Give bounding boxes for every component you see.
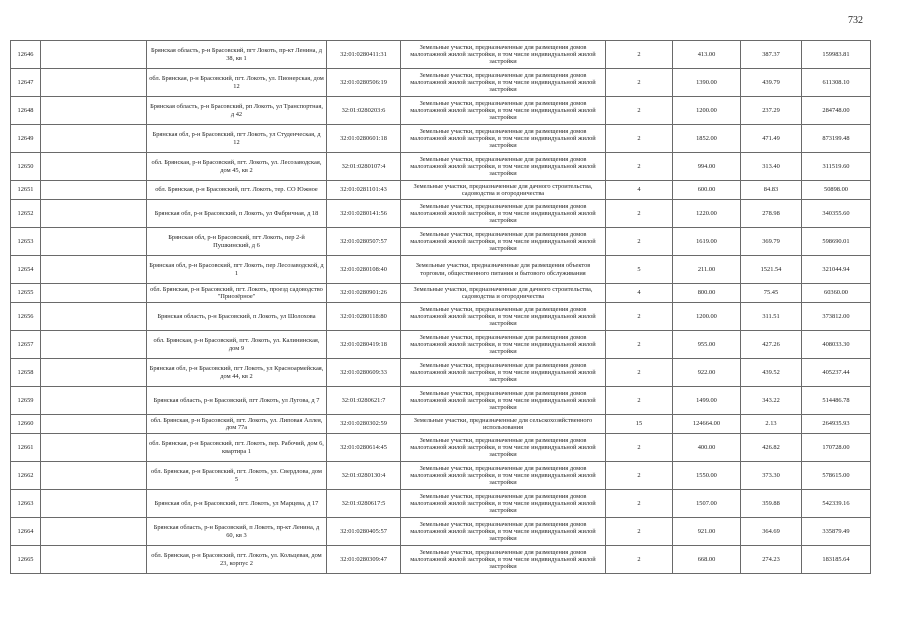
row-number: 12653 — [11, 228, 41, 256]
area-cell: 1220.00 — [673, 200, 741, 228]
blank-cell — [41, 181, 147, 200]
blank-cell — [41, 331, 147, 359]
land-use-cell: Земельные участки, предназначенные для размещения домов малоэтажной жилой застройки, в том числе индивидуальной жилой застройки — [401, 125, 606, 153]
cadastral-number-cell: 32:01:0280130:4 — [327, 462, 401, 490]
group-cell: 5 — [606, 256, 673, 284]
cadastral-value-cell: 159983.81 — [802, 41, 871, 69]
blank-cell — [41, 546, 147, 574]
land-use-cell: Земельные участки, предназначенные для размещения домов малоэтажной жилой застройки, в том числе индивидуальной жилой застройки — [401, 153, 606, 181]
address-cell: обл. Брянская, р-н Брасовский, пгт. Локоть, ул. Свердлова, дом 5 — [147, 462, 327, 490]
cadastral-number-cell: 32:01:0280141:56 — [327, 200, 401, 228]
land-use-cell: Земельные участки, предназначенные для размещения домов малоэтажной жилой застройки, в том числе индивидуальной жилой застройки — [401, 303, 606, 331]
area-cell: 922.00 — [673, 359, 741, 387]
group-cell: 2 — [606, 331, 673, 359]
specific-value-cell: 75.45 — [741, 284, 802, 303]
group-cell: 2 — [606, 359, 673, 387]
cadastral-value-cell: 611308.10 — [802, 69, 871, 97]
specific-value-cell: 359.88 — [741, 490, 802, 518]
cadastral-value-cell: 873199.48 — [802, 125, 871, 153]
blank-cell — [41, 256, 147, 284]
table-body — [11, 41, 871, 574]
blank-cell — [41, 462, 147, 490]
table-row — [11, 228, 871, 256]
group-cell: 2 — [606, 518, 673, 546]
group-cell: 4 — [606, 181, 673, 200]
table-row — [11, 331, 871, 359]
land-use-cell: Земельные участки, предназначенные для размещения домов малоэтажной жилой застройки, в том числе индивидуальной жилой застройки — [401, 546, 606, 574]
specific-value-cell: 439.79 — [741, 69, 802, 97]
table-row — [11, 490, 871, 518]
land-use-cell: Земельные участки, предназначенные для размещения домов малоэтажной жилой застройки, в том числе индивидуальной жилой застройки — [401, 462, 606, 490]
table-row — [11, 284, 871, 303]
area-cell: 1390.00 — [673, 69, 741, 97]
cadastral-number-cell: 32:01:0280107:4 — [327, 153, 401, 181]
group-cell: 2 — [606, 69, 673, 97]
row-number: 12652 — [11, 200, 41, 228]
address-cell: обл. Брянская, р-н Брасовский, пгт. Локоть, пер. Рабочий, дом 6, квартира 1 — [147, 434, 327, 462]
address-cell: Брянская область, р-н Брасовский, пгт Локоть, ул Лугова, д 7 — [147, 387, 327, 415]
row-number: 12656 — [11, 303, 41, 331]
specific-value-cell: 313.40 — [741, 153, 802, 181]
table-row — [11, 546, 871, 574]
area-cell: 600.00 — [673, 181, 741, 200]
area-cell: 800.00 — [673, 284, 741, 303]
cadastral-value-cell: 50898.00 — [802, 181, 871, 200]
blank-cell — [41, 153, 147, 181]
land-use-cell: Земельные участки, предназначенные для размещения домов малоэтажной жилой застройки, в том числе индивидуальной жилой застройки — [401, 434, 606, 462]
cadastral-value-cell: 264935.93 — [802, 415, 871, 434]
cadastral-value-cell: 408033.30 — [802, 331, 871, 359]
table-row — [11, 256, 871, 284]
specific-value-cell: 2.13 — [741, 415, 802, 434]
cadastral-value-cell: 340355.60 — [802, 200, 871, 228]
table-row — [11, 462, 871, 490]
land-use-cell: Земельные участки, предназначенные для размещения домов малоэтажной жилой застройки, в том числе индивидуальной жилой застройки — [401, 518, 606, 546]
row-number: 12665 — [11, 546, 41, 574]
cadastral-number-cell: 32:01:0280203:6 — [327, 97, 401, 125]
specific-value-cell: 311.51 — [741, 303, 802, 331]
area-cell: 1200.00 — [673, 303, 741, 331]
land-use-cell: Земельные участки, предназначенные для сельскохозяйственного использования — [401, 415, 606, 434]
address-cell: Брянская область, р-н Брасовский, пгт Локоть, пр-кт Ленина, д 38, кв 1 — [147, 41, 327, 69]
land-use-cell: Земельные участки, предназначенные для дачного строительства, садоводства и огородничества — [401, 284, 606, 303]
cadastral-value-cell: 514486.78 — [802, 387, 871, 415]
cadastral-number-cell: 32:01:0280621:7 — [327, 387, 401, 415]
land-use-cell: Земельные участки, предназначенные для дачного строительства, садоводства и огородничества — [401, 181, 606, 200]
land-use-cell: Земельные участки, предназначенные для размещения домов малоэтажной жилой застройки, в том числе индивидуальной жилой застройки — [401, 200, 606, 228]
area-cell: 955.00 — [673, 331, 741, 359]
blank-cell — [41, 387, 147, 415]
table-row — [11, 200, 871, 228]
cadastral-number-cell: 32:01:0280507:57 — [327, 228, 401, 256]
address-cell: Брянская область, р-н Брасовский, рп Локоть, ул Транспортная, д 42 — [147, 97, 327, 125]
area-cell: 1852.00 — [673, 125, 741, 153]
table-row — [11, 41, 871, 69]
blank-cell — [41, 41, 147, 69]
table-row — [11, 125, 871, 153]
address-cell: обл. Брянская, р-н Брасовский, пгт. Локоть, ул. Калининская, дом 9 — [147, 331, 327, 359]
address-cell: Брянская обл, р-н Брасовский, пгт Локоть, пер 2-й Пушкинский, д 6 — [147, 228, 327, 256]
row-number: 12648 — [11, 97, 41, 125]
cadastral-value-cell: 335879.49 — [802, 518, 871, 546]
specific-value-cell: 1521.54 — [741, 256, 802, 284]
group-cell: 2 — [606, 462, 673, 490]
area-cell: 994.00 — [673, 153, 741, 181]
cadastral-number-cell: 32:01:0280601:18 — [327, 125, 401, 153]
cadastral-value-cell: 373812.00 — [802, 303, 871, 331]
table-row — [11, 153, 871, 181]
area-cell: 668.00 — [673, 546, 741, 574]
cadastral-number-cell: 32:01:0280614:45 — [327, 434, 401, 462]
area-cell: 1550.00 — [673, 462, 741, 490]
group-cell: 2 — [606, 41, 673, 69]
blank-cell — [41, 228, 147, 256]
group-cell: 2 — [606, 200, 673, 228]
table-row — [11, 518, 871, 546]
table-row — [11, 387, 871, 415]
area-cell: 124664.00 — [673, 415, 741, 434]
cadastral-number-cell: 32:01:0280901:26 — [327, 284, 401, 303]
address-cell: обл. Брянская, р-н Брасовский, пгт. Локоть, проезд садоводство "Приозёрное" — [147, 284, 327, 303]
group-cell: 2 — [606, 490, 673, 518]
blank-cell — [41, 518, 147, 546]
blank-cell — [41, 69, 147, 97]
table-row — [11, 69, 871, 97]
row-number: 12650 — [11, 153, 41, 181]
address-cell: обл. Брянская, р-н Брасовский, пгт. Локоть, ул. Липовая Аллея, дом 77а — [147, 415, 327, 434]
row-number: 12657 — [11, 331, 41, 359]
specific-value-cell: 237.29 — [741, 97, 802, 125]
row-number: 12662 — [11, 462, 41, 490]
area-cell: 1200.00 — [673, 97, 741, 125]
land-use-cell: Земельные участки, предназначенные для размещения домов малоэтажной жилой застройки, в том числе индивидуальной жилой застройки — [401, 359, 606, 387]
table-row — [11, 181, 871, 200]
specific-value-cell: 278.98 — [741, 200, 802, 228]
table-row — [11, 434, 871, 462]
group-cell: 2 — [606, 125, 673, 153]
row-number: 12659 — [11, 387, 41, 415]
land-use-cell: Земельные участки, предназначенные для размещения домов малоэтажной жилой застройки, в том числе индивидуальной жилой застройки — [401, 41, 606, 69]
table-row — [11, 97, 871, 125]
row-number: 12651 — [11, 181, 41, 200]
cadastral-value-cell: 183185.64 — [802, 546, 871, 574]
row-number: 12646 — [11, 41, 41, 69]
table-row — [11, 359, 871, 387]
group-cell: 15 — [606, 415, 673, 434]
specific-value-cell: 364.69 — [741, 518, 802, 546]
cadastral-number-cell: 32:01:0281101:43 — [327, 181, 401, 200]
address-cell: Брянская обл, р-н Брасовский, пгт Локоть, ул Красноармейская, дом 44, кв 2 — [147, 359, 327, 387]
cadastral-value-cell: 284748.00 — [802, 97, 871, 125]
land-use-cell: Земельные участки, предназначенные для размещения объектов торговли, общественного питания и бытового обслуживания — [401, 256, 606, 284]
cadastral-number-cell: 32:01:0280609:33 — [327, 359, 401, 387]
cadastral-number-cell: 32:01:0280108:40 — [327, 256, 401, 284]
specific-value-cell: 439.52 — [741, 359, 802, 387]
row-number: 12658 — [11, 359, 41, 387]
specific-value-cell: 274.23 — [741, 546, 802, 574]
area-cell: 400.00 — [673, 434, 741, 462]
blank-cell — [41, 97, 147, 125]
land-use-cell: Земельные участки, предназначенные для размещения домов малоэтажной жилой застройки, в том числе индивидуальной жилой застройки — [401, 97, 606, 125]
address-cell: Брянская область, р-н Брасовский, п Локоть, пр-кт Ленина, д 60, кв 3 — [147, 518, 327, 546]
blank-cell — [41, 200, 147, 228]
cadastral-value-cell: 578615.00 — [802, 462, 871, 490]
cadastral-value-cell: 170728.00 — [802, 434, 871, 462]
table-row — [11, 415, 871, 434]
area-cell: 921.00 — [673, 518, 741, 546]
blank-cell — [41, 415, 147, 434]
cadastral-number-cell: 32:01:0280419:18 — [327, 331, 401, 359]
cadastral-number-cell: 32:01:0280411:31 — [327, 41, 401, 69]
blank-cell — [41, 125, 147, 153]
cadastral-number-cell: 32:01:0280405:57 — [327, 518, 401, 546]
land-use-cell: Земельные участки, предназначенные для размещения домов малоэтажной жилой застройки, в том числе индивидуальной жилой застройки — [401, 387, 606, 415]
group-cell: 4 — [606, 284, 673, 303]
blank-cell — [41, 303, 147, 331]
row-number: 12647 — [11, 69, 41, 97]
address-cell: Брянская обл, р-н Брасовский, пгт Локоть, пер Лесозаводской, д 1 — [147, 256, 327, 284]
land-use-cell: Земельные участки, предназначенные для размещения домов малоэтажной жилой застройки, в том числе индивидуальной жилой застройки — [401, 331, 606, 359]
row-number: 12663 — [11, 490, 41, 518]
group-cell: 2 — [606, 97, 673, 125]
specific-value-cell: 343.22 — [741, 387, 802, 415]
cadastral-value-cell: 311519.60 — [802, 153, 871, 181]
row-number: 12654 — [11, 256, 41, 284]
group-cell: 2 — [606, 303, 673, 331]
cadastral-value-cell: 405237.44 — [802, 359, 871, 387]
blank-cell — [41, 490, 147, 518]
cadastral-value-cell: 598690.01 — [802, 228, 871, 256]
address-cell: Брянская обл, р-н Брасовский, пгт Локоть, ул Студенческая, д 12 — [147, 125, 327, 153]
area-cell: 1499.00 — [673, 387, 741, 415]
area-cell: 1619.00 — [673, 228, 741, 256]
group-cell: 2 — [606, 387, 673, 415]
cadastral-number-cell: 32:01:0280302:59 — [327, 415, 401, 434]
cadastral-number-cell: 32:01:0280309:47 — [327, 546, 401, 574]
blank-cell — [41, 284, 147, 303]
specific-value-cell: 369.79 — [741, 228, 802, 256]
row-number: 12655 — [11, 284, 41, 303]
cadastral-value-cell: 321044.94 — [802, 256, 871, 284]
specific-value-cell: 387.37 — [741, 41, 802, 69]
specific-value-cell: 427.26 — [741, 331, 802, 359]
address-cell: обл. Брянская, р-н Брасовский, пгт. Локоть, ул. Пионерская, дом 12 — [147, 69, 327, 97]
specific-value-cell: 471.49 — [741, 125, 802, 153]
row-number: 12649 — [11, 125, 41, 153]
group-cell: 2 — [606, 546, 673, 574]
blank-cell — [41, 434, 147, 462]
address-cell: обл. Брянская, р-н Брасовский, пгт. Локоть, тер. СО Южное — [147, 181, 327, 200]
cadastral-value-table — [10, 40, 871, 574]
address-cell: обл. Брянская, р-н Брасовский, пгт. Локоть, ул. Кольцевая, дом 23, корпус 2 — [147, 546, 327, 574]
address-cell: Брянская область, р-н Брасовский, п Локоть, ул Шолохова — [147, 303, 327, 331]
cadastral-number-cell: 32:01:0280118:80 — [327, 303, 401, 331]
group-cell: 2 — [606, 228, 673, 256]
group-cell: 2 — [606, 153, 673, 181]
page-number: 732 — [848, 15, 863, 26]
area-cell: 211.00 — [673, 256, 741, 284]
specific-value-cell: 84.83 — [741, 181, 802, 200]
group-cell: 2 — [606, 434, 673, 462]
cadastral-value-cell: 542339.16 — [802, 490, 871, 518]
blank-cell — [41, 359, 147, 387]
row-number: 12660 — [11, 415, 41, 434]
land-use-cell: Земельные участки, предназначенные для размещения домов малоэтажной жилой застройки, в том числе индивидуальной жилой застройки — [401, 490, 606, 518]
area-cell: 413.00 — [673, 41, 741, 69]
area-cell: 1507.00 — [673, 490, 741, 518]
address-cell: Брянская обл, р-н Брасовский, п Локоть, ул Фабричная, д 18 — [147, 200, 327, 228]
address-cell: обл. Брянская, р-н Брасовский, пгт. Локоть, ул. Лесозаводская, дом 45, кв 2 — [147, 153, 327, 181]
row-number: 12664 — [11, 518, 41, 546]
cadastral-number-cell: 32:01:0280506:19 — [327, 69, 401, 97]
cadastral-value-cell: 60360.00 — [802, 284, 871, 303]
specific-value-cell: 426.82 — [741, 434, 802, 462]
specific-value-cell: 373.30 — [741, 462, 802, 490]
land-use-cell: Земельные участки, предназначенные для размещения домов малоэтажной жилой застройки, в том числе индивидуальной жилой застройки — [401, 228, 606, 256]
row-number: 12661 — [11, 434, 41, 462]
land-use-cell: Земельные участки, предназначенные для размещения домов малоэтажной жилой застройки, в том числе индивидуальной жилой застройки — [401, 69, 606, 97]
address-cell: Брянская обл, р-н Брасовский, пгт. Локоть, ул Марцева, д 17 — [147, 490, 327, 518]
cadastral-number-cell: 32:01:0280617:5 — [327, 490, 401, 518]
table-row — [11, 303, 871, 331]
